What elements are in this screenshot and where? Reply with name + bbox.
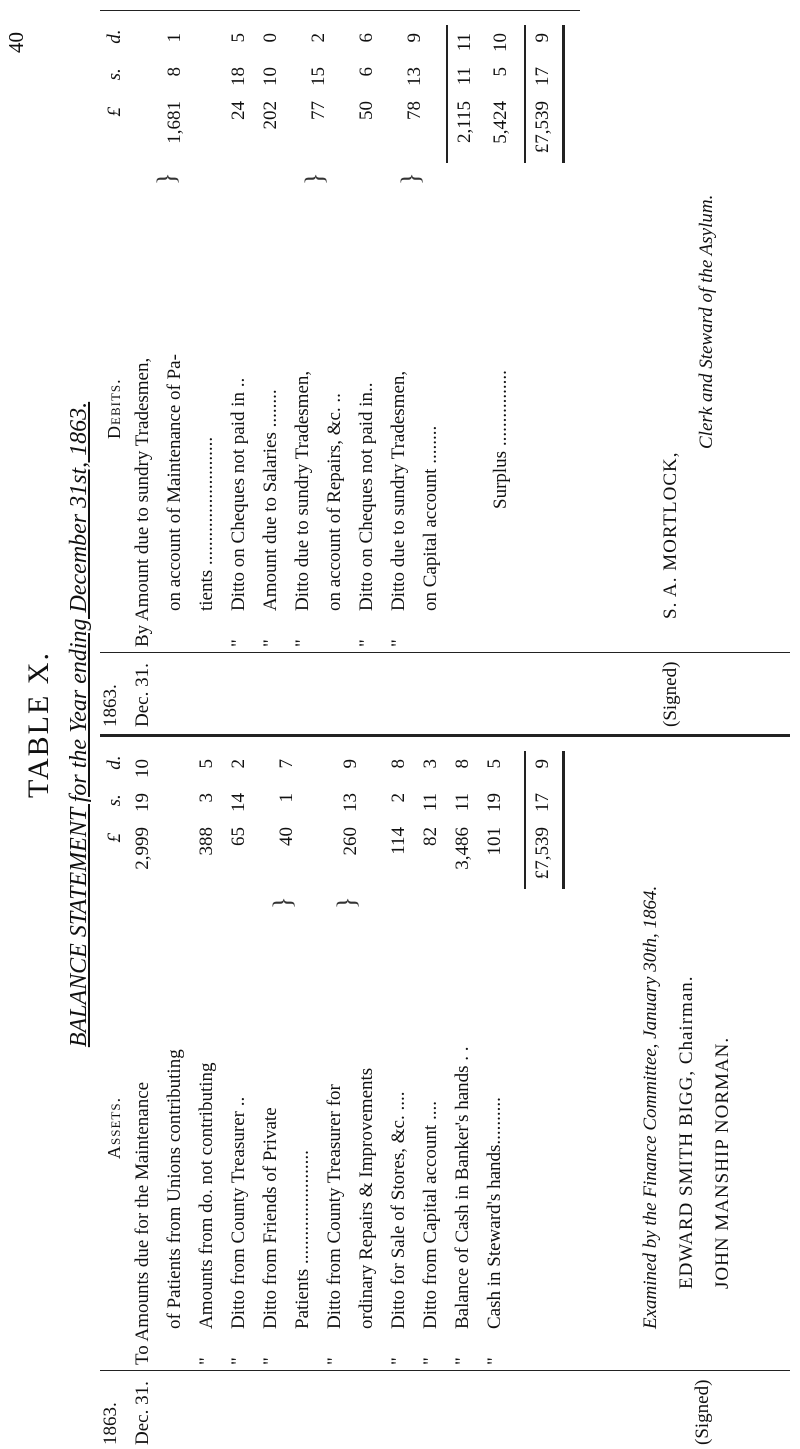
shillings: 13 [404,67,425,86]
debits-year: 1863. [100,684,121,727]
pounds: 3,486 [452,827,473,870]
pounds: 388 [196,827,217,856]
ditto-mark: " [228,639,249,647]
shillings: 5 [490,67,511,77]
table-subtitle: BALANCE STATEMENT for the Year ending December 31st, 1863. [66,401,92,1048]
debits-row-4-amount [308,33,330,163]
chairman-name: EDWARD SMITH BIGG, Chairman. [676,975,697,1289]
examined-line [640,886,662,1329]
debits-money-header [104,30,126,162]
shillings: 17 [532,67,553,86]
chairman-signature [676,975,698,1289]
pounds: 65 [228,827,249,846]
table-title: TABLE X. [22,651,55,798]
assets-row-7: Ditto from Capital account .... [420,1101,441,1329]
pounds: 101 [484,827,505,856]
pence: 11 [454,33,475,52]
assets-row-5-line1: Ditto from County Treasurer for [324,1084,345,1329]
pounds: 2,999 [132,827,153,870]
pence: 9 [340,759,361,769]
assets-row-7-amount [420,759,442,889]
pounds: 260 [340,827,361,856]
ditto-mark: " [420,1357,441,1365]
debits-pound-symbol: £ [104,107,125,117]
pence: 9 [532,33,553,43]
clerk-title [696,195,718,449]
pounds: £7,539 [532,101,553,154]
assets-row-8-amount [452,759,474,889]
shillings: 2 [388,793,409,803]
pence: 7 [276,759,297,769]
assets-shillings-symbol: s. [104,794,125,807]
assets-row-2-amount [196,759,218,889]
assets-row-3: Ditto from County Treasurer .. [228,1096,249,1329]
shillings: 19 [484,793,505,812]
assets-row-8: Balance of Cash in Banker's hands . . [452,1046,473,1329]
assets-total [532,759,554,897]
examined-text: Examined by the Finance Committee, January 30th, 1864. [640,885,661,1329]
clerk-name: S. A. MORTLOCK, [660,451,681,619]
assets-row-5-amount [340,759,362,889]
right-signed: (Signed) [660,661,681,727]
debits-row-2-amount [228,33,250,163]
ditto-mark: " [388,639,409,647]
shillings: 14 [228,793,249,812]
assets-row-4-line1: Ditto from Friends of Private [260,1107,281,1329]
assets-row-1-amount [132,759,154,889]
pounds: £7,539 [532,827,553,880]
ditto-mark: " [292,639,313,647]
shillings: 11 [452,793,473,812]
brace-mark: } [152,172,181,185]
shillings: 19 [132,793,153,812]
pounds: 1,681 [164,101,185,144]
surplus-label: Surplus ................ [490,370,511,509]
second-signature: JOHN MANSHIP NORMAN. [712,1036,733,1289]
assets-row-4-amount [276,759,298,889]
assets-row-6: Ditto for Sale of Stores, &c. .... [388,1091,409,1329]
pence: 0 [260,33,281,43]
surplus-amount [490,33,512,163]
assets-row-2: Amounts from do. not contributing [196,1062,217,1329]
debits-subtotal [454,33,476,163]
assets-row-6-amount [388,759,410,889]
ditto-mark: " [388,1357,409,1365]
pence: 2 [308,33,329,43]
clerk-title-text: Clerk and Steward of the Asylum. [696,194,717,449]
shillings: 13 [340,793,361,812]
debits-row-2: Ditto on Cheques not paid in .. [228,377,249,611]
shillings: 10 [260,67,281,86]
debits-row-1-line1: By Amount due to sundry Tradesmen, [132,357,153,647]
pence: 8 [388,759,409,769]
center-divider [100,734,790,737]
ditto-mark: " [228,1357,249,1365]
debits-shillings-symbol: s. [104,68,125,81]
left-signed: (Signed) [692,1379,713,1445]
pounds: 82 [420,827,441,846]
debits-row-6-line2: on Capital account ........ [420,425,441,611]
debits-row-6-line1: Ditto due to sundry Tradesmen, [388,370,409,611]
pounds: 2,115 [454,101,475,144]
pence: 8 [452,759,473,769]
debits-subtotal-rule [446,25,448,163]
shillings: 15 [308,67,329,86]
assets-pence-symbol: d. [104,755,125,770]
assets-row-9: Cash in Steward's hands.......... [484,1097,505,1329]
pounds: 114 [388,827,409,855]
debits-total-rule [524,25,526,163]
pounds: 77 [308,101,329,120]
pence: 5 [228,33,249,43]
pence: 5 [196,759,217,769]
assets-row-5-line2: ordinary Repairs & Improvements [356,1067,377,1329]
debits-row-1-amount [164,33,186,163]
shillings: 11 [454,67,475,86]
assets-row-1-line1: To Amounts due for the Maintenance [132,1081,153,1365]
right-edge-rule [100,10,580,11]
pence: 9 [404,33,425,43]
debits-total [532,33,554,171]
pence: 3 [420,759,441,769]
shillings: 18 [228,67,249,86]
debits-row-1-line2: on account of Maintenance of Pa- [164,354,185,611]
ditto-mark: " [484,1357,505,1365]
ditto-mark: " [260,1357,281,1365]
page-number: 40 [4,32,28,53]
shillings: 1 [276,793,297,803]
debits-row-4-line1: Ditto due to sundry Tradesmen, [292,370,313,611]
assets-year: 1863. [100,1402,121,1445]
assets-pound-symbol: £ [104,833,125,843]
pence: 5 [484,759,505,769]
ditto-mark: " [196,1357,217,1365]
debits-heading: Debits. [104,378,124,439]
debits-total-double-rule [562,25,565,163]
debits-row-4-line2: on account of Repairs, &c. .. [324,393,345,611]
ditto-mark: " [324,1357,345,1365]
pence: 10 [132,759,153,778]
debits-row-3-amount [260,33,282,163]
assets-row-4-line2: Patients ........................ [292,1150,313,1329]
pence: 10 [490,33,511,52]
assets-row-9-amount [484,759,506,889]
pence: 9 [532,759,553,769]
debits-date: Dec. 31. [132,663,153,727]
debits-row-3: Amount due to Salaries ........ [260,389,281,611]
debits-row-5: Ditto on Cheques not paid in.. [356,382,377,611]
pounds: 40 [276,827,297,846]
debits-row-1-line3: tients ........................... [196,436,217,611]
pence: 2 [228,759,249,769]
pounds: 202 [260,101,281,130]
debits-pence-symbol: d. [104,29,125,44]
brace-mark: } [300,172,329,185]
ditto-mark: " [260,639,281,647]
pence: 1 [164,33,185,43]
assets-total-rule [524,751,526,889]
assets-total-double-rule [562,751,565,889]
brace-mark: } [268,896,297,909]
ditto-mark: " [356,639,377,647]
debits-row-5-amount [356,33,378,163]
brace-mark: } [332,896,361,909]
pounds: 78 [404,101,425,120]
assets-row-3-amount [228,759,250,889]
debits-date-rule [100,652,790,653]
shillings: 17 [532,793,553,812]
shillings: 8 [164,67,185,77]
assets-money-header [104,756,126,888]
shillings: 3 [196,793,217,803]
brace-mark: } [396,172,425,185]
pounds: 24 [228,101,249,120]
assets-heading: Assets. [104,1096,124,1159]
pounds: 5,424 [490,101,511,144]
assets-row-1-line2: of Patients from Unions contributing [164,1049,185,1329]
debits-row-6-amount [404,33,426,163]
assets-date: Dec. 31. [132,1381,153,1445]
shillings: 11 [420,793,441,812]
pence: 6 [356,33,377,43]
pounds: 50 [356,101,377,120]
assets-date-rule [100,1370,790,1371]
shillings: 6 [356,67,377,77]
ditto-mark: " [452,1357,473,1365]
